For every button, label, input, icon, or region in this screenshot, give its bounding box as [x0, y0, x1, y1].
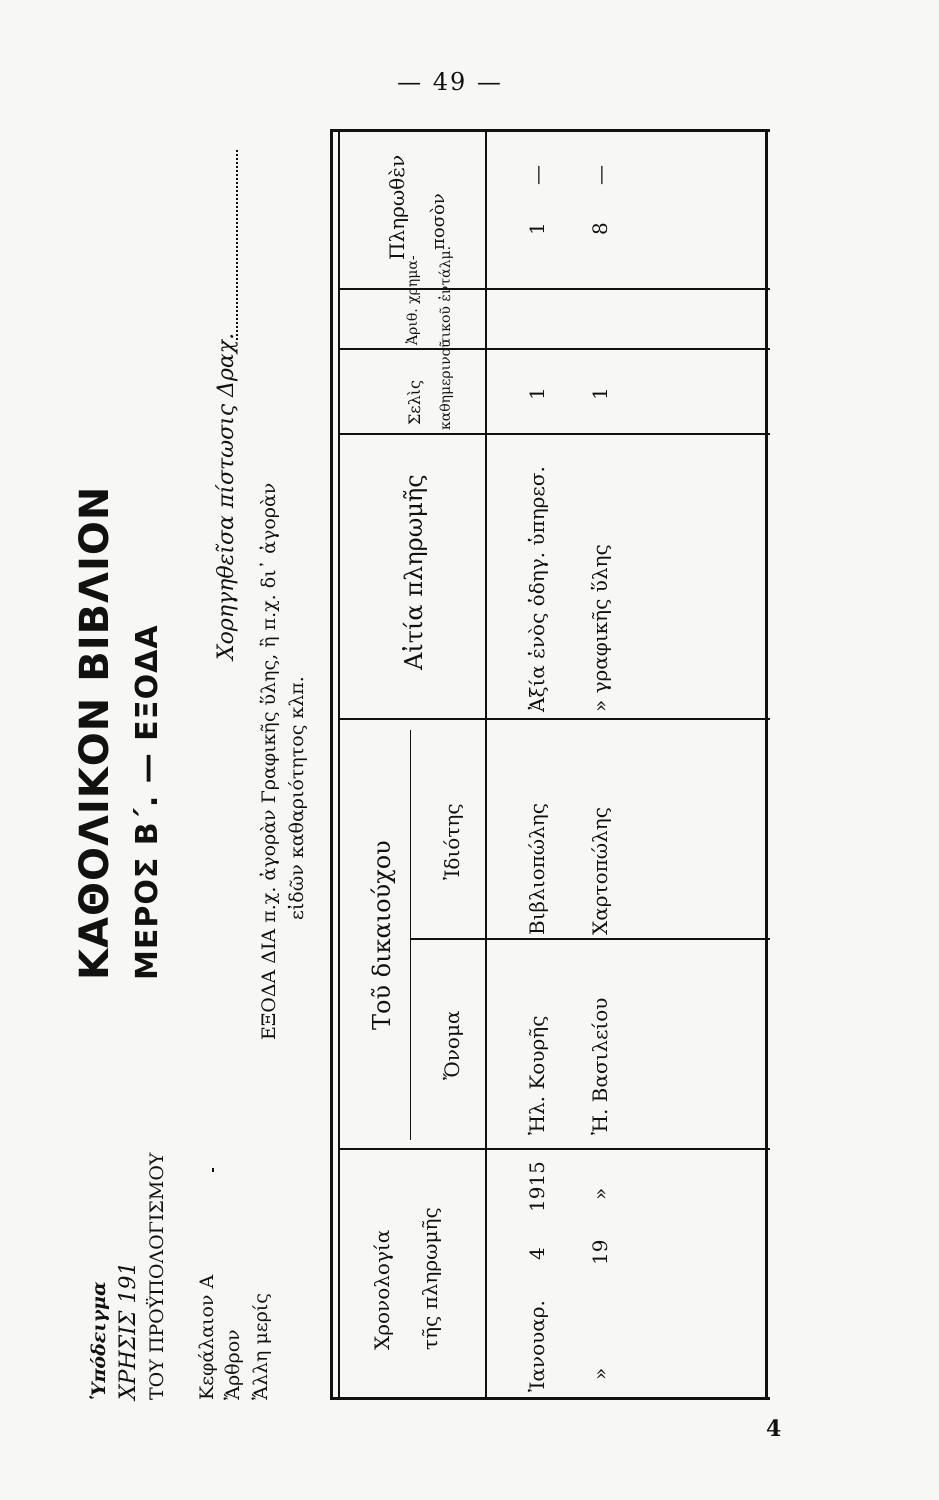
table-bottom-rule — [765, 130, 768, 1400]
header-name: Ὄνομα — [440, 1010, 464, 1080]
row1-year: 1915 — [525, 1161, 549, 1212]
row1-paid-dash: — — [525, 165, 549, 185]
table-top-rule — [330, 130, 333, 1400]
table-left-rule — [330, 1397, 770, 1400]
header-warrant-sub: τικοῦ ἐντάλμ. — [438, 245, 454, 345]
row1-page: 1 — [525, 387, 549, 400]
col-sep-2 — [340, 718, 770, 720]
col-sep-4 — [340, 348, 770, 350]
col-sep-3 — [340, 433, 770, 435]
row2-paid-dash: — — [588, 165, 612, 185]
header-beneficiary: Τοῦ δικαιούχου — [368, 840, 396, 1030]
row2-month: » — [588, 1367, 612, 1380]
field-article: Ἄρθρον — [222, 1329, 244, 1400]
budget-label: ΤΟΥ ΠΡΟΫΠΟΛΟΓΙΣΜΟΥ — [146, 1152, 168, 1400]
col-sep-1 — [340, 1148, 770, 1150]
table-top-rule-2 — [338, 130, 340, 1400]
row1-name: Ἠλ. Κουρῆς — [525, 1015, 549, 1135]
book-subtitle: ΜΕΡΟΣ Β΄. — ΕΞΟΔΑ — [130, 624, 165, 980]
row1-reason: Ἀξία ἑνὸς ὁδηγ. ὑπηρεσ. — [525, 466, 549, 712]
page-number: — 49 — — [397, 68, 503, 96]
book-title: ΚΑΘΟΛΙΚΟΝ ΒΙΒΛΙΟΝ — [72, 485, 118, 980]
field-other: Ἄλλη μερίς — [250, 1293, 272, 1400]
header-warrant: Ἀριθ. χρημα- — [405, 255, 421, 345]
beneficiary-rule — [410, 730, 411, 1140]
header-chronology: Χρονολογία — [370, 1229, 394, 1350]
table-right-rule — [330, 129, 770, 132]
credit-dots — [236, 150, 239, 340]
row1-capacity: Βιβλιοπώλης — [525, 803, 549, 935]
credit-line: Χορηγηθεῖσα πίστωσις Δραχ. — [214, 332, 239, 660]
row2-year: » — [588, 1187, 612, 1200]
row2-day: 19 — [588, 1239, 612, 1265]
table-header-rule — [485, 130, 487, 1400]
header-paid: Πληρωθὲν — [385, 154, 409, 260]
row2-paid: 8 — [588, 222, 612, 235]
row1-paid: 1 — [525, 222, 549, 235]
header-reason: Αἰτία πληρωμῆς — [400, 474, 428, 670]
row1-month: Ἰανουαρ. — [525, 1300, 549, 1392]
header-paid-sub: ποσὸν — [428, 193, 449, 250]
header-page-sub: καθημερινοῦ — [438, 339, 454, 430]
field-chapter: Κεφάλαιον Α — [196, 1274, 218, 1400]
row2-name: Ἠ. Βασιλείου — [588, 997, 612, 1135]
col-sep-name — [410, 938, 770, 940]
header-chronology-sub: τῆς πληρωμῆς — [418, 1207, 442, 1350]
folio-mark: 4 — [766, 1416, 782, 1442]
rotated-ledger — [0, 100, 770, 1440]
header-page: Σελὶς — [405, 380, 424, 425]
row1-day: 4 — [525, 1247, 549, 1260]
example-label: Ὑπόδειγμα — [88, 1281, 110, 1400]
expense-line-1: ΕΞΟΔΑ ΔΙΑ π.χ. ἀγορὰν Γραφικῆς ὕλης, ἢ π.χ. δι᾽ ἀγορὰν — [258, 482, 280, 1040]
header-capacity: Ἰδιότης — [440, 803, 464, 880]
expense-line-2: εἰδῶν καθαριότητος κλπ. — [286, 676, 308, 920]
exercise-label: ΧΡΗΣΙΣ 191 — [116, 1261, 141, 1400]
row2-page: 1 — [588, 387, 612, 400]
brace-mark — [212, 1168, 214, 1172]
row2-capacity: Χαρτοπώλης — [588, 807, 612, 935]
row2-reason: » γραφικῆς ὕλης — [588, 544, 612, 712]
